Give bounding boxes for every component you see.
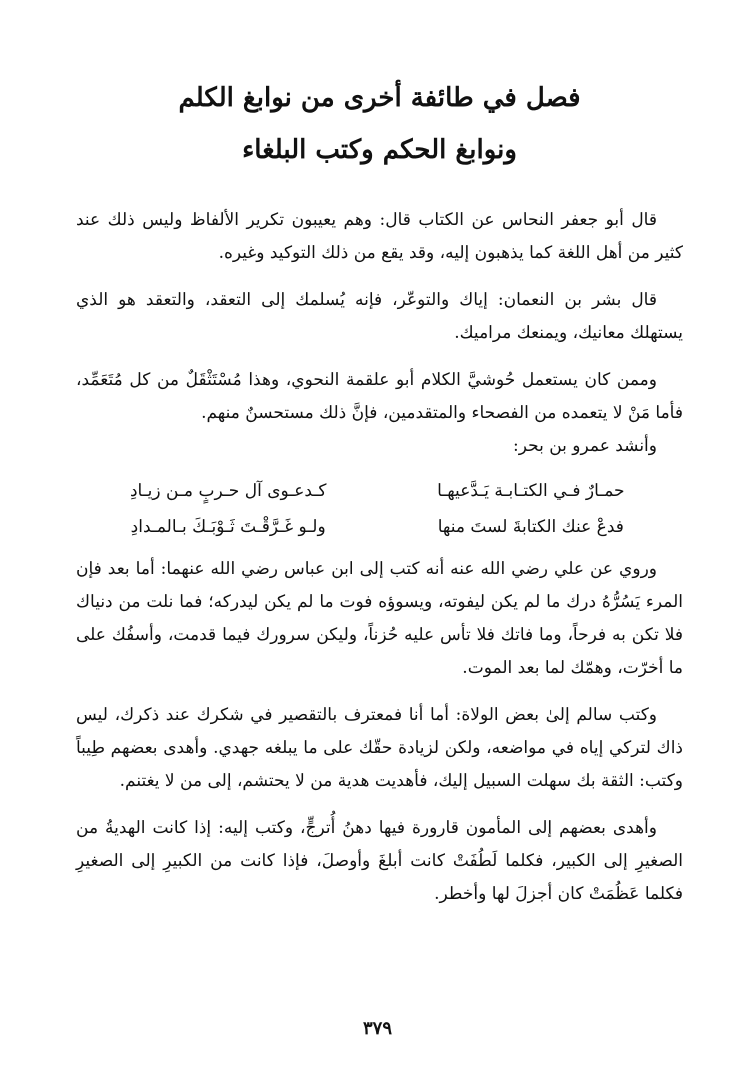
paragraph-alqama: وممن كان يستعمل حُوشيَّ الكلام أبو علقمة النحوي، وهذا مُسْتَثْقَلٌ من كل مُتَعَمِّد، فأما مَنْ لا يتعمده من الفصحاء والمتقدمين، فإنَّ ذلك مستحسنٌ منهم. <box>76 370 683 423</box>
poem <box>76 473 683 545</box>
poem-hemistich-second: كـدعـوى آل حـربٍ مـن زيـادِ <box>129 481 327 501</box>
paragraph-salim-letter: وكتب سالم إلىٰ بعض الولاة: أما أنا فمعترف بالتقصير في شكرك عند ذكرك، ليس ذاك لتركي إياه في مواضعه، ولكن لزيادة حقّك على ما يبلغه جهدي. وأهدى بعضهم طِيباً وكتب: الثقة بك سهلت السبيل إليك، فأهديت هدية من لا يحتشم، إلى من لا يغتنم. <box>76 705 683 791</box>
chapter-title-line-2: ونوابغ الحكم وكتب البلغاء <box>242 135 517 165</box>
poem-hemistich-first: حمـارٌ فـي الكتـابـة يَـدَّعيهـا <box>437 481 625 501</box>
poem-verse <box>94 509 665 545</box>
paragraph-nahhas: قال أبو جعفر النحاس عن الكتاب قال: وهم يعيبون تكرير الألفاظ وليس ذلك عند كثير من أهل اللغة كما يذهبون إليه، وقد يقع من ذلك التوكيد وغيره. <box>76 210 683 263</box>
paragraph-mamun-gift: وأهدى بعضهم إلى المأمون قارورة فيها دهنُ أُترجٍّ، وكتب إليه: إذا كانت الهديةُ من الصغيرِ إلى الكبير، فكلما لَطُفَتْ كانت أبلغَ وأوصلَ، فإذا كانت من الكبيرِ إلى الصغيرِ فكلما عَظُمَتْ كان أجزلَ لها وأخطر. <box>76 818 683 904</box>
page-number: ٣٧٩ <box>362 1018 392 1039</box>
verse-introduction: وأنشد عمرو بن بحر: <box>512 436 657 456</box>
paragraph-ali-letter: وروي عن علي رضي الله عنه أنه كتب إلى ابن عباس رضي الله عنهما: أما بعد فإن المرء يَسُرُّهُ درك ما لم يكن ليفوته، ويسوؤه فوت ما لم يكن ليدركه؛ فما نلت من دنياك فلا تكن به فرحاً، وما فاتك فلا تأس عليه حُزناً، وليكن سرورك فيما قدمت، وأسفُك على ما أخرّت، وهمّك لما بعد الموت. <box>76 559 683 678</box>
paragraph-bishr: قال بشر بن النعمان: إياك والتوعّر، فإنه يُسلمك إلى التعقد، والتعقد هو الذي يستهلك معانيك، ويمنعك مراميك. <box>76 290 683 343</box>
poem-verse <box>94 473 665 509</box>
chapter-title-line-1: فصل في طائفة أخرى من نوابغ الكلم <box>178 83 581 113</box>
poem-hemistich-first: فدعْ عنك الكتابةَ لستَ منها <box>437 517 624 537</box>
poem-hemistich-second: ولـو غَـرَّقْـتَ ثَـوْبَـكَ بـالمـدادِ <box>130 517 326 537</box>
